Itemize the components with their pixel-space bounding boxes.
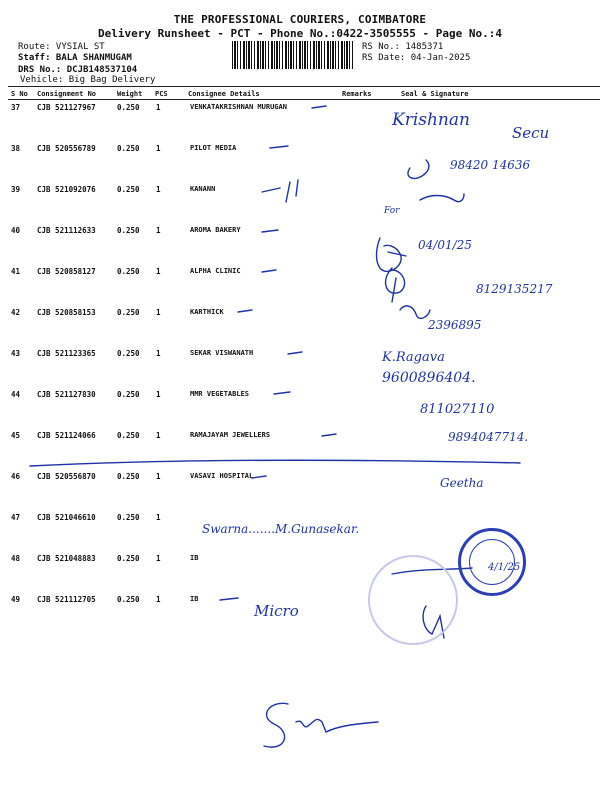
row-weight: 0.250 xyxy=(117,144,140,153)
handwritten-note: 811027110 xyxy=(420,402,495,417)
row-consignee: VENKATAKRISHNAN MURUGAN xyxy=(190,103,287,111)
drs-number: DRS No.: DCJB148537104 xyxy=(18,65,138,75)
bottom-signature xyxy=(264,703,378,747)
row-sno: 46 xyxy=(11,472,21,481)
tick-mark xyxy=(252,476,266,478)
col-consignment: Consignment No xyxy=(37,90,97,98)
row-pcs: 1 xyxy=(156,595,161,604)
row-sno: 41 xyxy=(11,267,21,276)
row-weight: 0.250 xyxy=(117,431,140,440)
separator-stroke xyxy=(30,460,520,466)
row-pcs: 1 xyxy=(156,226,161,235)
tick-mark xyxy=(262,230,278,232)
row-sno: 40 xyxy=(11,226,21,235)
col-sno: S No xyxy=(11,90,28,98)
row-consignment: CJB 520858127 xyxy=(37,267,96,276)
row-pcs: 1 xyxy=(156,472,161,481)
handwritten-number: 2396895 xyxy=(428,318,482,332)
row-consignee: ALPHA CLINIC xyxy=(190,267,241,275)
row-pcs: 1 xyxy=(156,308,161,317)
row-sno: 38 xyxy=(11,144,21,153)
row-consignment: CJB 521046610 xyxy=(37,513,96,522)
row-weight: 0.250 xyxy=(117,390,140,399)
seal-inner-ring xyxy=(469,539,515,585)
row-consignment: CJB 520556789 xyxy=(37,144,96,153)
row-weight: 0.250 xyxy=(117,267,140,276)
row-pcs: 1 xyxy=(156,390,161,399)
row-consignee: KARTHICK xyxy=(190,308,224,316)
row-weight: 0.250 xyxy=(117,308,140,317)
row-consignment: CJB 521127967 xyxy=(37,103,96,112)
row-pcs: 1 xyxy=(156,103,161,112)
handwritten-phone: 8129135217 xyxy=(476,282,553,296)
row-consignee: SEKAR VISWANATH xyxy=(190,349,254,357)
runsheet-subtitle: Delivery Runsheet - PCT - Phone No.:0422-3505555 - Page No.:4 xyxy=(98,27,502,40)
row-pcs: 1 xyxy=(156,349,161,358)
handwritten-phone: 98420 14636 xyxy=(450,158,531,172)
row-consignee: KANANN xyxy=(190,185,216,193)
row-consignment: CJB 521124066 xyxy=(37,431,96,440)
row-consignee: RAMAJAYAM JEWELLERS xyxy=(190,431,271,439)
handwritten-date: 04/01/25 xyxy=(418,238,472,252)
faded-stamp xyxy=(368,555,458,645)
row-consignment: CJB 521092076 xyxy=(37,185,96,194)
row-pcs: 1 xyxy=(156,144,161,153)
row-sno: 39 xyxy=(11,185,21,194)
route-label: Route: VYSIAL ST xyxy=(18,42,105,52)
row-pcs: 1 xyxy=(156,513,161,522)
signature-scrawl xyxy=(400,306,430,318)
tick-mark xyxy=(220,598,238,600)
row-sno: 49 xyxy=(11,595,21,604)
row-weight: 0.250 xyxy=(117,554,140,563)
row-consignment: CJB 521127830 xyxy=(37,390,96,399)
tick-mark xyxy=(322,434,336,436)
row-weight: 0.250 xyxy=(117,513,140,522)
tick-mark xyxy=(262,270,276,272)
row-consignment: CJB 520858153 xyxy=(37,308,96,317)
col-weight: Weight xyxy=(117,90,143,98)
row-pcs: 1 xyxy=(156,267,161,276)
col-pcs: PCS xyxy=(155,90,168,98)
row-sno: 45 xyxy=(11,431,21,440)
tick-mark xyxy=(270,146,288,148)
signature-scrawl xyxy=(420,194,464,202)
row-consignee: AROMA BAKERY xyxy=(190,226,241,234)
handwritten-name: Swarna.......M.Gunasekar. xyxy=(202,522,360,536)
col-consignee: Consignee Details xyxy=(188,90,260,98)
handwritten-phone: 9600896404. xyxy=(382,370,476,386)
handwritten-name: K.Ragava xyxy=(382,350,445,365)
handwritten-phone: 9894047714. xyxy=(448,430,529,444)
row-consignee: PILOT MEDIA xyxy=(190,144,237,152)
handwritten-for: For xyxy=(384,206,400,216)
row-consignment: CJB 521112705 xyxy=(37,595,96,604)
row-weight: 0.250 xyxy=(117,185,140,194)
row-weight: 0.250 xyxy=(117,103,140,112)
row-sno: 47 xyxy=(11,513,21,522)
tick-mark xyxy=(288,352,302,354)
row-sno: 42 xyxy=(11,308,21,317)
row-sno: 48 xyxy=(11,554,21,563)
row-consignee: IB xyxy=(190,595,199,603)
handwritten-name: Krishnan xyxy=(392,110,470,130)
vehicle-label: Vehicle: Big Bag Delivery xyxy=(20,75,156,85)
handwritten-note: Secu xyxy=(512,124,550,142)
row-consignee: IB xyxy=(190,554,199,562)
handwritten-date: 4/1/25 xyxy=(488,562,521,573)
tick-mark xyxy=(238,310,252,312)
row-consignment: CJB 521123365 xyxy=(37,349,96,358)
company-name: THE PROFESSIONAL COURIERS, COIMBATORE xyxy=(173,13,427,26)
signature-scrawl xyxy=(408,160,429,178)
row-consignment: CJB 520556870 xyxy=(37,472,96,481)
row-consignee: VASAVI HOSPITAL xyxy=(190,472,254,480)
round-seal-stamp xyxy=(458,528,526,596)
row-consignment: CJB 521112633 xyxy=(37,226,96,235)
rs-date: RS Date: 04-Jan-2025 xyxy=(362,53,471,63)
row-pcs: 1 xyxy=(156,431,161,440)
signature-scrawl xyxy=(377,238,406,271)
col-seal-signature: Seal & Signature xyxy=(401,90,469,98)
row-weight: 0.250 xyxy=(117,595,140,604)
handwritten-note: Micro xyxy=(254,602,299,620)
tick-mark xyxy=(262,180,298,202)
row-consignment: CJB 521048883 xyxy=(37,554,96,563)
row-weight: 0.250 xyxy=(117,349,140,358)
row-sno: 43 xyxy=(11,349,21,358)
signature-scrawl xyxy=(386,268,405,302)
row-weight: 0.250 xyxy=(117,472,140,481)
rs-number: RS No.: 1485371 xyxy=(362,42,444,52)
row-sno: 37 xyxy=(11,103,21,112)
staff-label: Staff: BALA SHANMUGAM xyxy=(18,53,132,63)
tick-mark xyxy=(274,392,290,394)
row-sno: 44 xyxy=(11,390,21,399)
tick-mark xyxy=(312,106,326,108)
row-consignee: MMR VEGETABLES xyxy=(190,390,250,398)
col-remarks: Remarks xyxy=(342,90,372,98)
handwritten-name: Geetha xyxy=(440,476,484,490)
row-pcs: 1 xyxy=(156,554,161,563)
row-weight: 0.250 xyxy=(117,226,140,235)
row-pcs: 1 xyxy=(156,185,161,194)
